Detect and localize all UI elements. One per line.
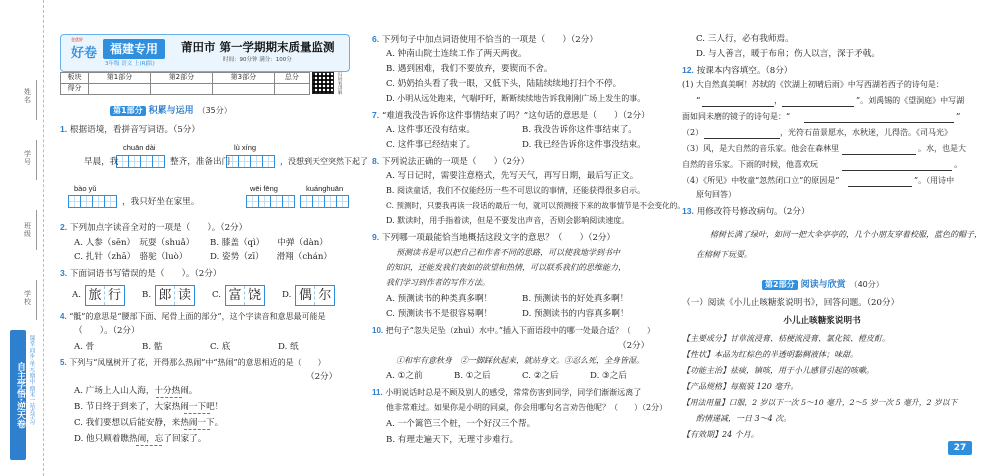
dot-mark [156, 397, 182, 398]
question-5: 5. 下列与“凤凰树开了花，开得那么热闹”中“热闹”的意思相近的是（ ） [60, 358, 326, 367]
exam-header [60, 34, 350, 72]
fill-text: ”。刘禹锡的《望洞庭》中写湖 [856, 96, 965, 105]
question-3: 3. 下面词语书写错误的是（ ）。（2分） [60, 268, 222, 279]
score-header: 板块 [61, 73, 89, 84]
question-7: 7. “难道我没告诉你这件事情结束了吗？”这句话的意思是（ ）（2分） [372, 110, 650, 121]
fill-text: 面如同未磨的镜子的诗句是：“ [682, 112, 791, 121]
context-text: 整齐，准备出门 [170, 157, 231, 167]
school-label: 学校 [23, 290, 32, 306]
answer-blank[interactable] [782, 106, 854, 107]
answer-blank[interactable] [848, 186, 912, 187]
points: （2分） [618, 341, 650, 351]
context-text: 早晨，我 [84, 157, 119, 167]
question-11: 11. 小明说话时总是不顾及别人的感受，常常伤害到同学，同学们渐渐远离了 [372, 388, 642, 397]
pinyin: kuánghuān [306, 184, 344, 193]
exam-meta: 时间：90分钟 满分：100分 [223, 57, 292, 63]
reading-text: 【性状】本品为红棕色的半透明黏稠液体；味甜。 [682, 350, 858, 359]
question-1: 1. 根据语境，看拼音写词语。（5分） [60, 124, 200, 135]
passage-text: 预测读书是可以把自己和作者不同的思路，可以使我地学到书中 [396, 248, 620, 257]
reading-text: 【产品规格】每瓶装 120 毫升。 [682, 382, 799, 391]
brand-subtitle: 课堂·同步·单元·期中·期末一站式学习 [28, 335, 35, 425]
fill-text: 原句回答） [696, 190, 736, 199]
reading-text: 酌情递减，一日 3～4 次。 [696, 414, 792, 423]
option[interactable]: C. 三人行，必有我师焉。 [696, 34, 794, 44]
id-label: 学号 [23, 150, 32, 166]
name-label: 姓名 [23, 88, 32, 104]
question-8: 8. 下列说法正确的一项是（ ）（2分） [372, 156, 530, 167]
question-2: 2. 下列加点字读音全对的一项是（ ）。（2分） [60, 222, 248, 233]
fill-text: ，光符石苗景愿水，水秋迷，儿得浩。《司马光》 [780, 128, 952, 137]
option[interactable]: C. 底 [210, 342, 231, 352]
divider [36, 280, 37, 320]
context-text: ，我只好坐在家里。 [122, 197, 200, 207]
pinyin: wēi fēng [250, 184, 278, 193]
dot-mark [184, 429, 210, 430]
pinyin: chuān dài [123, 143, 156, 152]
logo: 全优好 好卷 [70, 37, 97, 62]
option[interactable]: B. 有理走遍天下，无理寸步难行。 [386, 435, 519, 445]
brand-tag: 自主学悟·逆天卷 [10, 330, 26, 460]
option[interactable]: C. 预测读书不是很容易啊！ [386, 309, 493, 319]
question-6: 6. 下列句子中加点词语使用不恰当的一项是（ ）（2分） [372, 34, 598, 45]
score-header: 第3部分 [212, 73, 274, 84]
dot-mark [136, 445, 162, 446]
passage-text: 我们学习到作者的写作方法。 [386, 278, 490, 287]
question-12: 12. 按课本内容填空。（8分） [682, 65, 793, 76]
option[interactable]: C. 我们要想以后能安静，来热闹一下。 [74, 418, 224, 428]
answer-blank[interactable] [804, 122, 954, 123]
option[interactable]: B. 遇到困难，我们不要放弃，要锲而不舍。 [386, 64, 553, 74]
question-text: （ ）。（2分） [74, 326, 140, 336]
option[interactable]: B. 骷 [142, 342, 163, 352]
option[interactable]: B. 膝盖（qì） 中弹（dàn） [210, 238, 328, 248]
score-cell[interactable] [212, 84, 274, 95]
score-cell[interactable] [89, 84, 151, 95]
option[interactable]: D. 他只顾着瞧热闹，忘了回家了。 [74, 434, 207, 444]
option[interactable]: B. 我没告诉你这件事结束了。 [522, 125, 637, 135]
dot-mark [184, 413, 210, 414]
score-cell[interactable] [274, 84, 309, 95]
option[interactable]: D. 姿势（zī） 滑翔（chán） [210, 252, 332, 262]
option[interactable]: A. ①之前 [386, 371, 423, 381]
context-text: ，没想到天空突然下起了 [280, 157, 368, 166]
fill-text: （3）风，是大自然的音乐家。他会在森林里 [682, 144, 840, 153]
question-text: 他非常难过。如果你是小明的同桌，你会用哪句名言劝告他呢？（ ）（2分） [386, 403, 668, 412]
answer-blank[interactable] [704, 138, 780, 139]
passage-text: 的知识，还能发我们表如的欲望和热情，可以联系我们的思维能力， [386, 263, 626, 272]
exam-title: 莆田市 第一学期期末质量监测 [181, 40, 335, 54]
option[interactable]: C. 这件事已经结束了。 [386, 140, 476, 150]
fill-text: （2） [682, 128, 704, 137]
answer-blank[interactable] [702, 106, 774, 107]
fill-text: 。水，也是大 [918, 144, 966, 153]
question-4: 4. “骶”的意思是“腰部下面、尾骨上面的部分”，这个字读音和意思最可能是 [60, 312, 326, 321]
option[interactable]: A. 广场上人山人海，十分热闹。 [74, 386, 198, 396]
points: （2分） [306, 372, 338, 382]
answer-blank[interactable] [842, 170, 952, 171]
fill-text: ” [956, 112, 961, 122]
question-9: 9. 下列哪一项最能恰当地概括这段文字的意思？（ ）（2分） [372, 232, 616, 243]
divider [36, 80, 37, 120]
option[interactable]: B. 预测读书的好处真多啊！ [522, 294, 629, 304]
reading-prompt: （一）阅读《小儿止咳糖浆说明书》，回答问题。（20分） [682, 298, 900, 308]
section-header-part1: 第1部分 积累与运用 （35分） [110, 104, 232, 118]
question-10: 10. 把句子“忽失足坠（zhuì）水中。”插入下面语段中的哪一处最合适？（ ） [372, 326, 655, 335]
sentence-to-fix[interactable]: 榕树长满了绿叶，如同一把大伞亭亭的，几个小朋友穿着校服，蓝色的帽子， [710, 230, 982, 239]
option[interactable]: D. 偶 尔 [282, 285, 335, 306]
option[interactable]: C. ②之后 [522, 371, 559, 381]
answer-grid[interactable] [68, 195, 116, 208]
section-header-part2: 第2部分 阅读与欣赏 （40分） [762, 278, 884, 292]
page-number: 27 [948, 441, 972, 455]
score-header: 总分 [274, 73, 309, 84]
sentence-to-fix[interactable]: 在榕树下玩耍。 [696, 250, 752, 259]
fill-text: 自然的音乐家。下雨的时候，他喜欢玩 [682, 160, 818, 169]
option[interactable]: A. 旅 行 [72, 285, 125, 306]
question-13: 13. 用修改符号修改病句。（2分） [682, 206, 810, 217]
option[interactable]: D. ③之后 [590, 371, 627, 381]
option[interactable]: A. 人参（sēn） 玩耍（shuǎ） [74, 238, 195, 248]
score-cell[interactable] [150, 84, 212, 95]
option[interactable]: C. 扎针（zhā） 骆驼（luò） [74, 252, 188, 262]
option[interactable]: D. 我已经告诉你这件事没结束。 [522, 140, 646, 150]
grade-subject: 3年级 语文 上(RJ版) [105, 61, 155, 67]
fujian-badge: 福建专用 [103, 39, 165, 59]
pinyin: bào yǔ [74, 184, 97, 193]
column-middle [362, 0, 685, 476]
qr-code-icon[interactable] [312, 72, 334, 94]
class-label: 班级 [23, 222, 32, 238]
fill-text: 。 [954, 160, 963, 170]
score-header: 第1部分 [89, 73, 151, 84]
option[interactable]: A. 写日记时，需要注意格式，先写天气，再写日期，最后写正文。 [386, 171, 639, 181]
divider [36, 140, 37, 180]
answer-grid[interactable] [226, 155, 274, 168]
column-left [50, 0, 368, 476]
fill-text: “ [696, 96, 701, 106]
option[interactable]: D. 纸 [278, 342, 299, 352]
option[interactable]: C. 富 饶 [212, 285, 265, 306]
reading-text: 【有效期】24 个月。 [682, 430, 759, 439]
fill-text: ， [774, 96, 783, 106]
reading-text: 【主要成分】甘草流浸膏、桔梗流浸膏、氯化铵、橙皮酊。 [682, 334, 890, 343]
divider [36, 210, 37, 250]
option[interactable]: D. 小明从远处跑来，气喘吁吁，断断续续地告诉我刚刚广场上发生的事。 [386, 94, 646, 103]
pinyin: lù xíng [234, 143, 257, 152]
option[interactable]: C. 预测时，只要我再读一段话的最后一句，就可以预测接下来的故事情节是不会变化的。 [386, 201, 685, 210]
option[interactable]: D. 默读时，用手指着读，但是不要发出声音，否则会影响阅读速度。 [386, 216, 630, 225]
option[interactable]: A. 一个篱笆三个桩，一个好汉三个帮。 [386, 419, 536, 429]
score-header: 第2部分 [150, 73, 212, 84]
option[interactable]: D. 与人善言，暖于布帛；伤人以言，深于矛戟。 [696, 49, 880, 59]
answer-blank[interactable] [842, 154, 916, 155]
option[interactable]: B. 节日终于到来了，大家热闹一下吧！ [74, 402, 224, 412]
passage-text: ①和牢有意秋身 ②一脚踩伙起来，就站身文。③忍么死，全身皆湿。 [396, 356, 644, 365]
option[interactable]: B. 郎 读 [142, 285, 195, 306]
score-label: 得分 [61, 84, 89, 95]
answer-grid[interactable] [246, 195, 294, 208]
qr-caption: 扫码看讲解 [337, 72, 343, 95]
reading-text: 【用法用量】口服，2 岁以下一次 5～10 毫升，2～5 岁一次 5 毫升，2 岁以下 [682, 398, 958, 407]
option[interactable]: D. 预测读书的内容真多啊！ [522, 309, 629, 319]
reading-title: 小儿止咳糖浆说明书 [783, 316, 861, 326]
binding-margin [0, 0, 44, 476]
answer-grid[interactable] [300, 195, 348, 208]
option[interactable]: B. ①之后 [454, 371, 491, 381]
reading-text: 【功能主治】祛痰，镇咳，用于小儿感冒引起的咳嗽。 [682, 366, 874, 375]
answer-grid[interactable] [116, 155, 164, 168]
option[interactable]: A. 这件事还没有结束。 [386, 125, 476, 135]
option[interactable]: B. 阅读童话，我们不仅能经历一些不可思议的事情，还能获得很多启示。 [386, 186, 645, 195]
fill-text: ”。（用诗中 [914, 176, 955, 185]
option[interactable]: A. 钟南山院士连续工作了两天两夜。 [386, 49, 527, 59]
option[interactable]: A. 骨 [74, 342, 95, 352]
fill-text: (1) 大自然真美啊！苏轼的《饮湖上初晴后雨》中写西湖若西子的诗句是： [682, 80, 944, 89]
option[interactable]: A. 预测读书的种类真多啊！ [386, 294, 493, 304]
option[interactable]: C. 奶奶抬头看了我一眼，又低下头，陆陆续续地打扫个不停。 [386, 79, 622, 89]
column-right [672, 0, 982, 476]
score-table [60, 72, 350, 95]
fill-text: （4）《所见》中牧童“忽然闭口立”的原因是“ [682, 176, 840, 185]
